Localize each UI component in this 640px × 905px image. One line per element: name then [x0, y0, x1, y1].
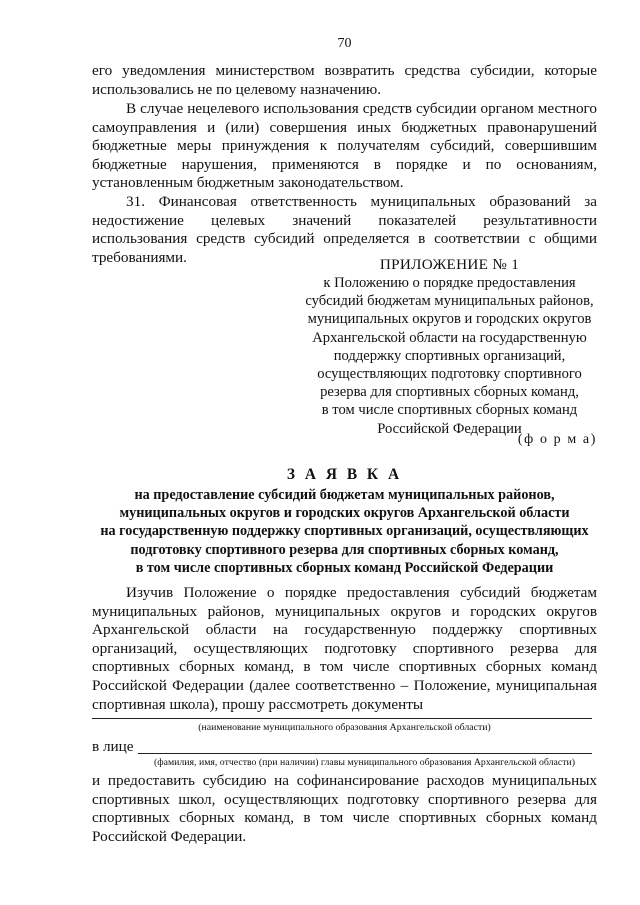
application-title: З А Я В К А [286, 466, 403, 483]
application-closing: и предоставить субсидию на софинансирование расходов муниципальных спортивных школ, осуществляющих подготовку спортивного резерва для спортивных сборных команд, в том числе спортивных сборных команд Российской Федерации. [92, 772, 597, 845]
appendix-line: субсидий бюджетам муниципальных районов, [305, 293, 594, 310]
appendix-title: ПРИЛОЖЕНИЕ № 1 [379, 256, 520, 273]
appendix-line: Российской Федерации [377, 420, 522, 437]
subtitle-line: подготовку спортивного резерва для спортивных сборных команд, [130, 541, 559, 558]
form-label: (ф о р м а) [517, 432, 597, 447]
appendix-line: к Положению о порядке предоставления [323, 275, 576, 291]
paragraph-responsibility: 31. Финансовая ответственность муниципальных образований за недостижение целевых значений показателей результативности использования средств субсидий определяется в соответствии с общими требованиями. [92, 193, 597, 266]
subtitle-line: муниципальных округов и городских округов Архангельской области [119, 505, 570, 522]
subtitle-line: на государственную поддержку спортивных организаций, осуществляющих [100, 523, 589, 540]
paragraph-refund: его уведомления министерством возвратить средства субсидии, которые использовались не по целевому назначению. [92, 62, 597, 98]
subtitle-line: в том числе спортивных сборных команд Российской Федерации [135, 559, 554, 576]
paragraph-misuse: В случае нецелевого использования средств субсидии органом местного самоуправления и (или) совершения иных бюджетных правонарушений бюджетные меры принуждения к получателям субсидий, совершившим бюджетные нарушения, применяются в порядке и по основаниям, установленным бюджетным законодательством. [92, 100, 597, 192]
application-intro: Изучив Положение о порядке предоставления субсидий бюджетам муниципальных районов, муниципальных округов и городских округов Архангельской области на государственную поддержку спортивных организаций, осуществляющих подготовку спортивного резерва для спортивных сборных команд, в том числе спортивных сборных команд Российской Федерации (далее соответственно – Положение, муниципальная спортивная школа), прошу рассмотреть документы [92, 584, 597, 713]
page-number: 70 [337, 36, 352, 51]
in-person-label: в лице [92, 738, 134, 755]
head-name-line [138, 753, 592, 754]
appendix-line: резерва для спортивных сборных команд, [320, 384, 579, 401]
appendix-line: в том числе спортивных сборных команд [321, 402, 578, 419]
municipality-name-line [92, 718, 592, 719]
head-caption: (фамилия, имя, отчество (при наличии) главы муниципального образования Архангельской области) [154, 757, 575, 768]
appendix-line: муниципальных округов и городских округов [307, 311, 592, 328]
appendix-reference [302, 274, 597, 438]
municipality-caption: (наименование муниципального образования Архангельской области) [198, 722, 491, 733]
appendix-line: осуществляющих подготовку спортивного [317, 366, 582, 383]
appendix-line: поддержку спортивных организаций, [333, 347, 566, 364]
application-subtitle [92, 486, 597, 577]
subtitle-line: на предоставление субсидий бюджетам муниципальных районов, [134, 487, 555, 503]
appendix-line: Архангельской области на государственную [312, 329, 587, 346]
